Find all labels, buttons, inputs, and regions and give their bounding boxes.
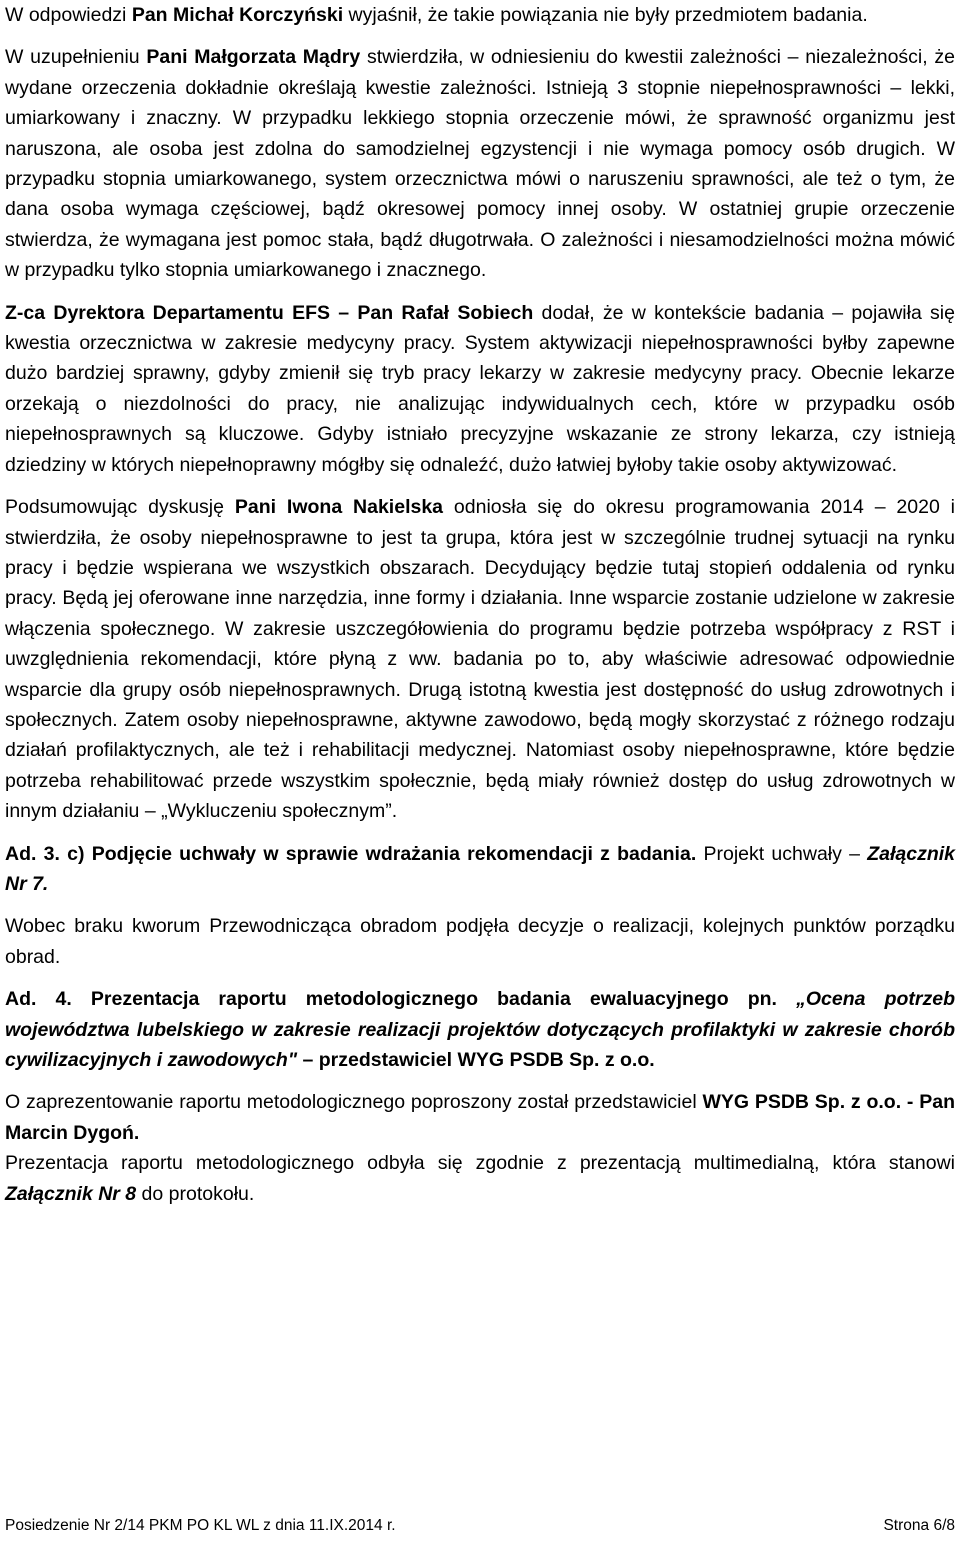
text-run: O zaprezentowanie raportu metodologicznego poproszony został przedstawiciel [5,1091,703,1114]
text-run: do protokołu. [136,1182,255,1205]
text-run: W uzupełnieniu [5,46,147,69]
paragraph-nakielska [5,492,955,826]
paragraph-presentation-attachment [5,1148,955,1209]
paragraph-korczynski [5,0,955,30]
text-run: W odpowiedzi [5,4,132,26]
attachment-reference: Załącznik Nr 8 [5,1182,137,1205]
attachment-reference: Załącznik Nr 7. [5,842,956,895]
paragraph-presentation-request [5,1087,955,1148]
speaker-name: Pani Iwona Nakielska [234,496,444,519]
paragraph-madry [5,42,955,285]
text-run: Wobec braku kworum Przewodnicząca obradom podjęła decyzje o realizacji, kolejnych punktów porządku obrad. [5,915,955,968]
speaker-name: Pan Michał Korczyński [131,4,344,26]
agenda-item-3c [5,839,955,900]
text-run: dodał, że w kontekście badania – pojawiła się kwestia orzecznictwa w zakresie medycyny pracy. System aktywizacji niepełnosprawności byłby zapewne dużo bardziej sprawny, gdyby zmienił się tryb pracy lekarzy w zakresie medycyny pracy. Obecnie lekarze orzekają o niezdolności do pracy, nie analizując indywidualnych cech, które w przypadku osób niepełnosprawnych są kluczowe. Gdyby istniało precyzyjne wskazanie ze strony lekarza, czy istnieją dziedziny w których niepełnoprawny mógłby się odnaleźć, dużo łatwiej byłoby takie osoby aktywizować. [5,301,955,476]
speaker-name: Z-ca Dyrektora Departamentu EFS – Pan Rafał Sobiech [5,301,534,324]
page-footer [5,1516,955,1536]
agenda-item-4 [5,984,955,1075]
text-run: Podsumowując dyskusję [5,496,235,519]
presenter: – przedstawiciel WYG PSDB Sp. z o.o. [297,1049,655,1071]
footer-page-number: Strona 6/8 [883,1517,955,1534]
study-title: „Ocena potrzeb województwa lubelskiego w zakresie realizacji projektów dotyczących profilaktyki w zakresie chorób cywilizacyjnych i zawodowych" [5,988,955,1071]
speaker-name: Pani Małgorzata Mądry [146,46,361,69]
document-page [5,0,955,1221]
paragraph-quorum [5,911,955,972]
text-run: wyjaśnił, że takie powiązania nie były przedmiotem badania. [343,4,868,26]
agenda-heading: Ad. 4. Prezentacja raportu metodologicznego badania ewaluacyjnego pn. [5,988,797,1011]
text-run: odniosła się do okresu programowania 2014 – 2020 i stwierdziła, że osoby niepełnosprawne to jest ta grupa, która jest w szczególnie trudnej sytuacji na rynku pracy i będzie wspierana we wszystkich obszarach. Decydujący będzie tutaj stopień oddalenia od rynku pracy. Będą jej oferowane inne narzędzia, inne formy i działania. Inne wsparcie zostanie udzielone w zakresie włączenia społecznego. W zakresie uszczegółowienia do programu będzie potrzeba współpracy z RST i uwzględnienia rekomendacji, które płyną z ww. badania po to, aby właściwie adresować odpowiednie wsparcie dla grupy osób niepełnosprawnych. Drugą istotną kwestia jest dostępność do usług zdrowotnych i społecznych. Zatem osoby niepełnosprawne, aktywne zawodowo, będą mogły skorzystać z różnego rodzaju działań profilaktycznych, ale też i rehabilitacji medycznej. Natomiast osoby niepełnosprawne, które będzie potrzeba rehabilitować przede wszystkim społecznie, będą miały również dostęp do usług zdrowotnych w innym działaniu – „Wykluczeniu społecznym”. [5,496,956,823]
agenda-heading: Ad. 3. c) Podjęcie uchwały w sprawie wdrażania rekomendacji z badania. [5,842,697,865]
presenter-name: WYG PSDB Sp. z o.o. - Pan Marcin Dygoń. [5,1091,955,1144]
text-run: Prezentacja raportu metodologicznego odbyła się zgodnie z prezentacją multimedialną, która stanowi [5,1152,955,1175]
paragraph-sobiech [5,298,955,480]
text-run: Projekt uchwały – [696,842,868,865]
text-run: stwierdziła, w odniesieniu do kwestii zależności – niezależności, że wydane orzeczenia dokładnie określają kwestie zależności. Istnieją 3 stopnie niepełnosprawności – lekki, umiarkowany i znaczny. W przypadku lekkiego stopnia orzeczenie mówi, że sprawność organizmu jest naruszona, ale osoba jest zdolna do samodzielnej egzystencji i nie wymaga pomocy osób drugich. W przypadku stopnia umiarkowanego, system orzecznictwa mówi o naruszeniu sprawności, ale też o tym, że dana osoba wymaga częściowej, bądź okresowej pomocy innej osoby. W ostatniej grupie orzeczenie stwierdza, że wymagana jest pomoc stała, bądź długotrwała. O zależności i niesamodzielności można mówić w przypadku tylko stopnia umiarkowanego i znacznego. [5,46,955,282]
footer-meeting-info: Posiedzenie Nr 2/14 PKM PO KL WL z dnia 11.IX.2014 r. [5,1517,396,1534]
